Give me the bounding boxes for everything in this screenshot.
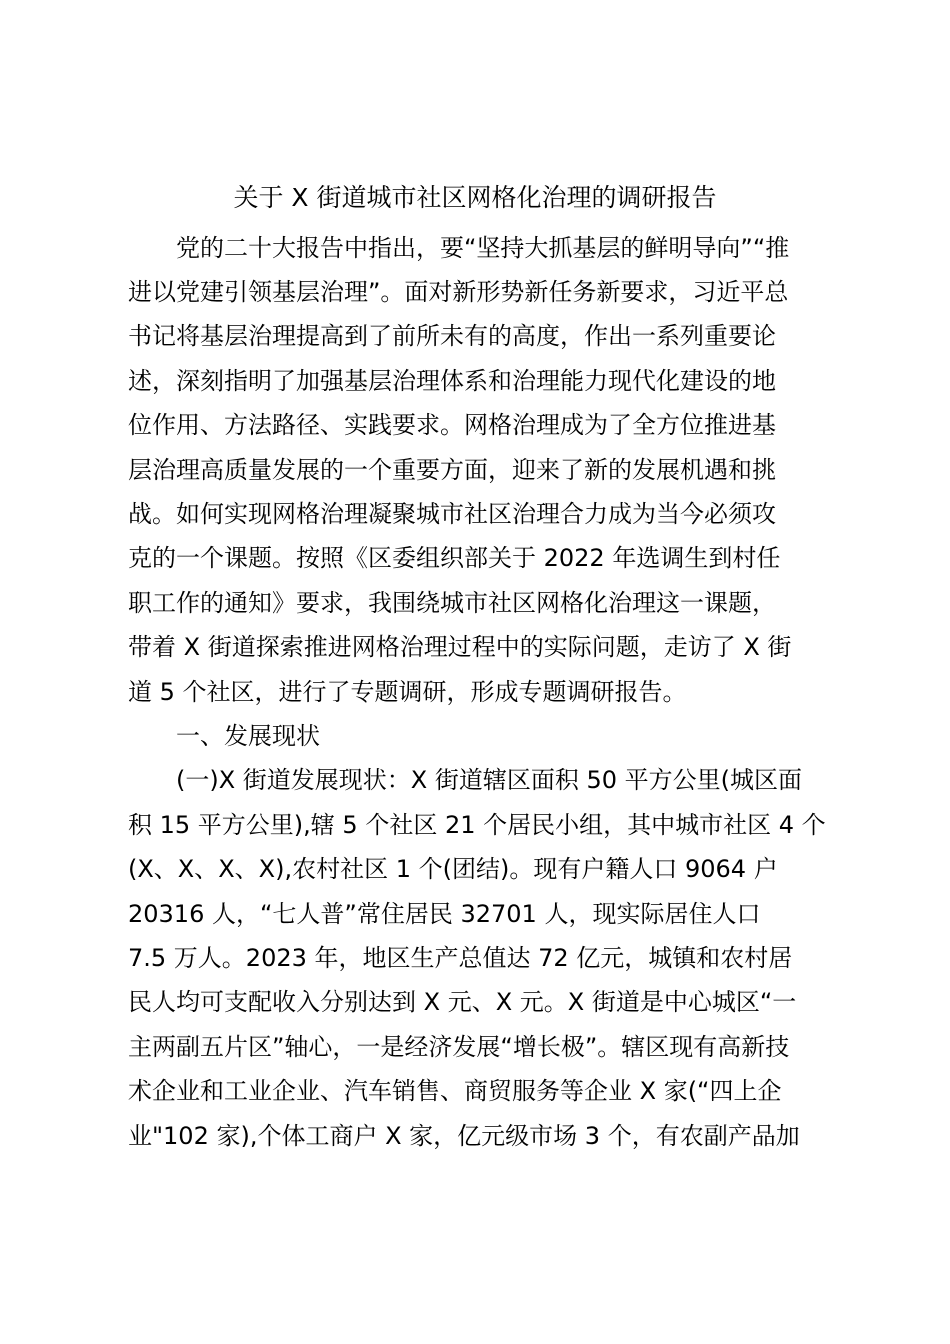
- paragraph-line: 术企业和工业企业、汽车销售、商贸服务等企业 X 家(“四上企: [128, 1077, 782, 1105]
- paragraph-line: 20316 人，“七人普”常住居民 32701 人，现实际居住人口: [128, 900, 761, 928]
- paragraph-line: 党的二十大报告中指出，要“坚持大抓基层的鲜明导向”“推: [176, 234, 790, 262]
- document-title: 关于 X 街道城市社区网格化治理的调研报告: [233, 183, 717, 212]
- paragraph-line: 道 5 个社区，进行了专题调研，形成专题调研报告。: [128, 678, 687, 706]
- paragraph-line: 主两副五片区”轴心，一是经济发展“增长极”。辖区现有高新技: [128, 1033, 790, 1061]
- paragraph-line: (X、X、X、X),农村社区 1 个(团结)。现有户籍人口 9064 户: [128, 855, 778, 883]
- paragraph-line: 层治理高质量发展的一个重要方面，迎来了新的发展机遇和挑: [128, 456, 776, 484]
- paragraph-line: 职工作的通知》要求，我围绕城市社区网格化治理这一课题，: [128, 589, 776, 617]
- paragraph-line: 克的一个课题。按照《区委组织部关于 2022 年选调生到村任: [128, 544, 781, 572]
- paragraph-line: 7.5 万人。2023 年，地区生产总值达 72 亿元，城镇和农村居: [128, 944, 793, 972]
- paragraph-line: (一)X 街道发展现状：X 街道辖区面积 50 平方公里(城区面: [176, 766, 803, 794]
- paragraph-line: 积 15 平方公里),辖 5 个社区 21 个居民小组，其中城市社区 4 个: [128, 811, 826, 839]
- paragraph-line: 业"102 家),个体工商户 X 家，亿元级市场 3 个，有农副产品加: [128, 1122, 800, 1150]
- paragraph-line: 述，深刻指明了加强基层治理体系和治理能力现代化建设的地: [128, 367, 776, 395]
- paragraph-line: 带着 X 街道探索推进网格治理过程中的实际问题，走访了 X 街: [128, 633, 792, 661]
- paragraph-line: 战。如何实现网格治理凝聚城市社区治理合力成为当今必须攻: [128, 500, 776, 528]
- paragraph-line: 位作用、方法路径、实践要求。网格治理成为了全方位推进基: [128, 411, 776, 439]
- paragraph-line: 书记将基层治理提高到了前所未有的高度，作出一系列重要论: [128, 322, 776, 350]
- section-heading: 一、发展现状: [176, 722, 320, 750]
- paragraph-line: 民人均可支配收入分别达到 X 元、X 元。X 街道是中心城区“一: [128, 988, 797, 1016]
- paragraph-line: 进以党建引领基层治理”。面对新形势新任务新要求，习近平总: [128, 278, 789, 306]
